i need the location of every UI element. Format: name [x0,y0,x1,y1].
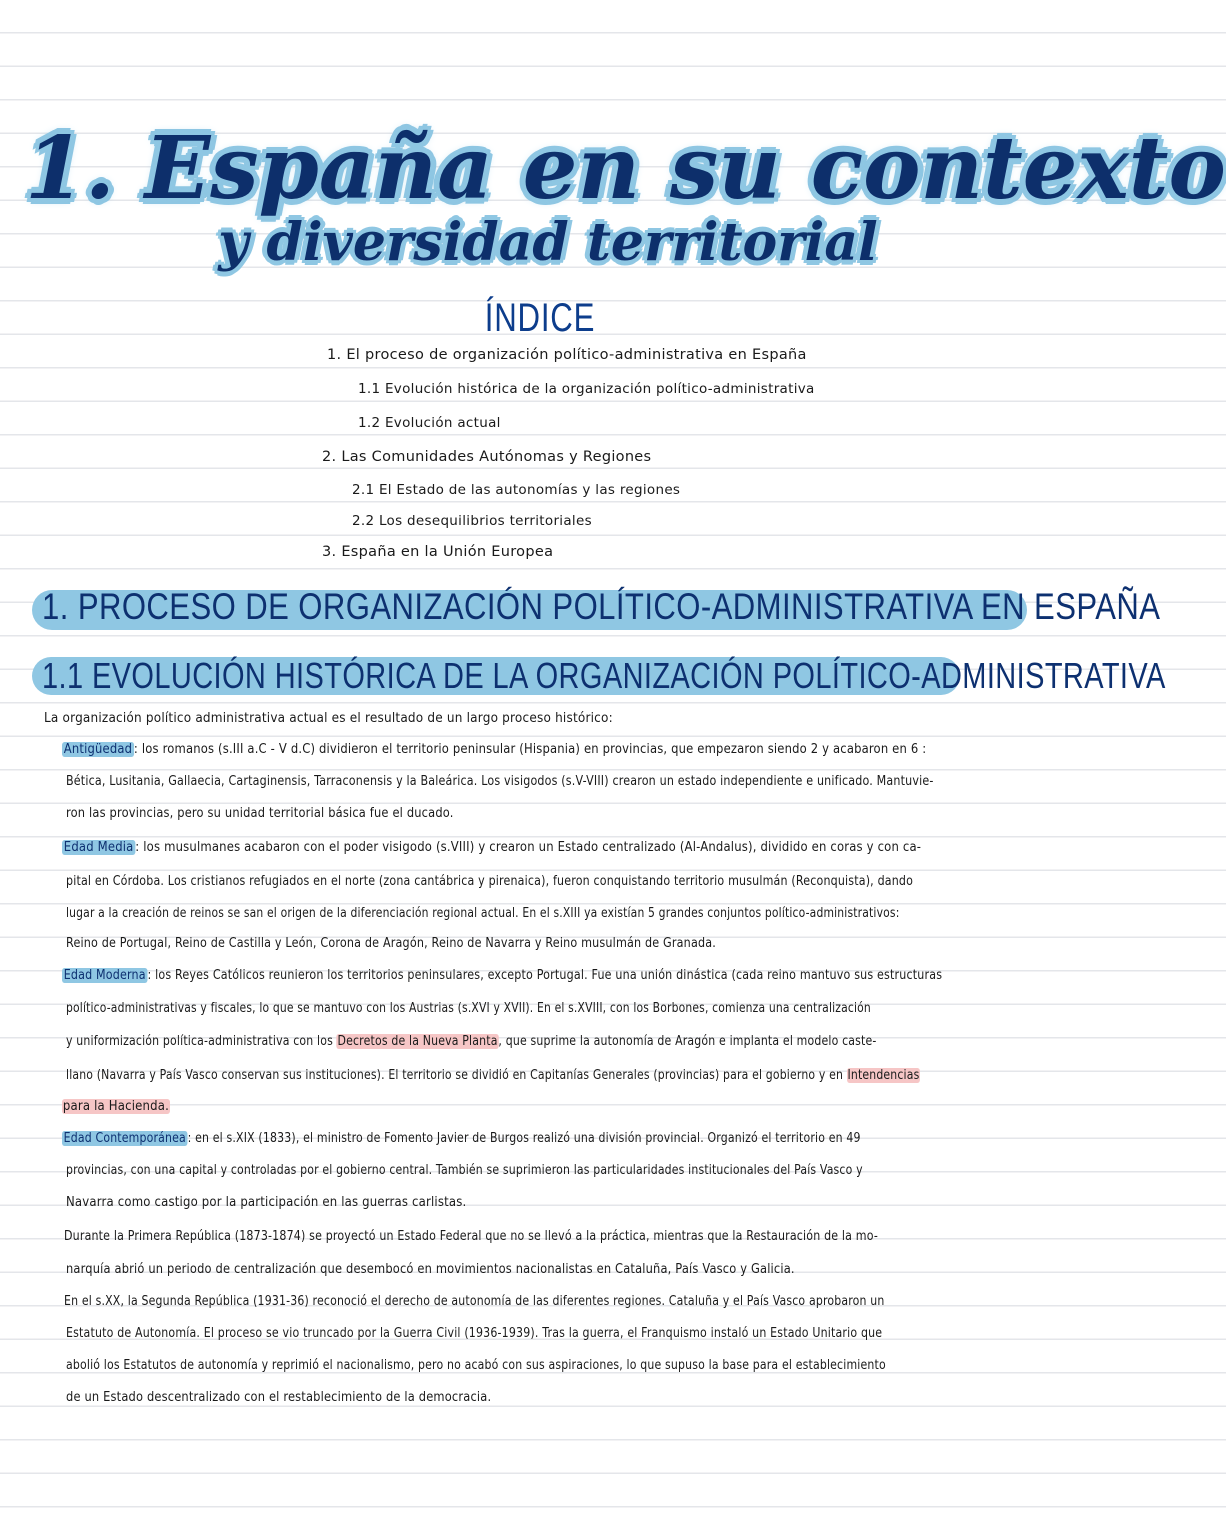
index-item: 3. España en la Unión Europea [322,544,554,560]
page-subtitle: y diversidad territorial [218,212,878,273]
media-line [62,840,921,855]
index-item: 1.1 Evolución histórica de la organización político-administrativa [358,381,815,397]
index-item: 1. El proceso de organización político-administrativa en España [327,347,807,363]
antiguedad-line: Bética, Lusitania, Gallaecia, Cartaginensis, Tarraconensis y la Baleárica. Los visigodos (s.V-VIII) crearon un estado independiente e unificado. Mantuvie- [66,774,934,789]
moderna-line [62,968,942,983]
moderna-text: llano (Navarra y País Vasco conservan sus instituciones). El territorio se dividió en Capitanías Generales (provincias) para el gobierno y en [66,1068,847,1083]
media-line: Reino de Portugal, Reino de Castilla y León, Corona de Aragón, Reino de Navarra y Reino musulmán de Granada. [66,936,716,951]
moderna-text: , que suprime la autonomía de Aragón e implanta el modelo caste- [498,1034,877,1049]
media-line: pital en Córdoba. Los cristianos refugiados en el norte (zona cantábrica y pirenaica), fueron conquistando territorio musulmán (Reconquista), dando [66,874,914,889]
siglo-xx-line: Estatuto de Autonomía. El proceso se vio truncado por la Guerra Civil (1936-1939). Tras la guerra, el Franquismo instaló un Estado Unitario que [66,1326,883,1341]
antiguedad-line: ron las provincias, pero su unidad territorial básica fue el ducado. [66,806,454,821]
media-line: lugar a la creación de reinos se san el origen de la diferenciación regional actual. En el s.XIII ya existían 5 grandes conjuntos político-administrativos: [66,906,900,921]
media-text: : los musulmanes acabaron con el poder visigodo (s.VIII) y crearon un Estado centralizado (Al-Andalus), dividido en coras y con ca- [135,840,922,855]
index-item: 2.1 El Estado de las autonomías y las regiones [352,482,681,498]
contemp-label: Edad Contemporánea [63,1131,186,1146]
moderna-text: : los Reyes Católicos reunieron los territorios peninsulares, excepto Portugal. Fue una unión dinástica (cada reino mantuvo sus estructuras [147,968,943,983]
contemp-line: provincias, con una capital y controladas por el gobierno central. También se suprimieron las particularidades institucionales del País Vasco y [66,1163,863,1178]
moderna-line [66,1034,877,1049]
moderna-text: y uniformización política-administrativa con los [66,1034,337,1049]
antiguedad-text: : los romanos (s.III a.C - V d.C) dividieron el territorio peninsular (Hispania) en provincias, que empezaron siendo 2 y acabaron en 6 : [133,742,927,757]
index-item: 2. Las Comunidades Autónomas y Regiones [322,449,652,465]
nueva-planta-highlight: Decretos de la Nueva Planta [337,1034,498,1049]
intendencias-highlight: Intendencias [847,1068,920,1083]
index-item: 1.2 Evolución actual [358,415,501,431]
moderna-line [62,1099,170,1114]
siglo-xx-line: En el s.XX, la Segunda República (1931-36) reconoció el derecho de autonomía de las diferentes regiones. Cataluña y el País Vasco aprobaron un [64,1294,885,1309]
contemp-line: Navarra como castigo por la participación en las guerras carlistas. [66,1195,467,1210]
moderna-line: político-administrativas y fiscales, lo que se mantuvo con los Austrias (s.XVI y XVII). En el s.XVIII, con los Borbones, comienza una centralización [66,1001,871,1016]
siglo-xx-line: de un Estado descentralizado con el restablecimiento de la democracia. [66,1390,492,1405]
contemp-text: : en el s.XIX (1833), el ministro de Fomento Javier de Burgos realizó una división provincial. Organizó el territorio en 49 [187,1131,861,1146]
siglo-xx-line: abolió los Estatutos de autonomía y reprimió el nacionalismo, pero no acabó con sus aspiraciones, lo que supuso la base para el establecimiento [66,1358,886,1373]
antiguedad-line [62,742,926,757]
republica-line: narquía abrió un periodo de centralización que desembocó en movimientos nacionalistas en Cataluña, País Vasco y Galicia. [66,1262,795,1277]
republica-line: Durante la Primera República (1873-1874) se proyectó un Estado Federal que no se llevó a la práctica, mientras que la Restauración de la mo- [64,1229,878,1244]
intro-line: La organización político administrativa actual es el resultado de un largo proceso histórico: [44,711,613,726]
moderna-label: Edad Moderna [63,968,146,983]
section-heading: 1. PROCESO DE ORGANIZACIÓN POLÍTICO-ADMINISTRATIVA EN ESPAÑA [42,586,1161,627]
page-title: 1. España en su contexto [25,118,1226,219]
hacienda-highlight: para la Hacienda. [62,1099,169,1114]
moderna-line [66,1068,920,1083]
section-subheading: 1.1 EVOLUCIÓN HISTÓRICA DE LA ORGANIZACIÓN POLÍTICO-ADMINISTRATIVA [42,655,1166,696]
contemp-line [62,1131,861,1146]
antiguedad-label: Antigüedad [63,742,133,757]
index-heading: ÍNDICE [484,296,596,340]
media-label: Edad Media [63,840,134,855]
index-item: 2.2 Los desequilibrios territoriales [352,513,592,529]
